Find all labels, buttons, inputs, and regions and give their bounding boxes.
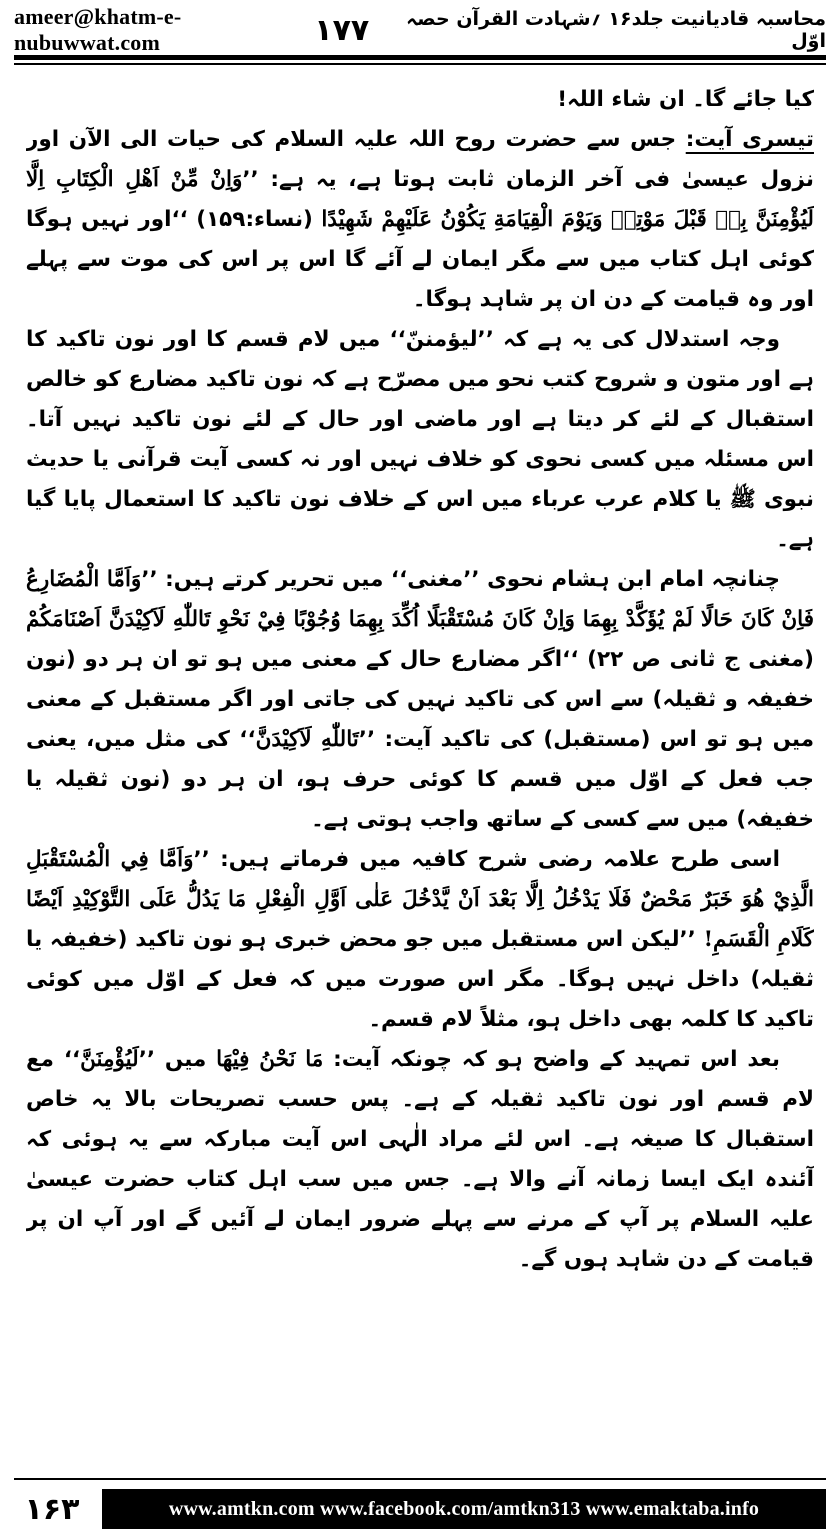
verse-fragment: تَاللّٰهِ لَاَكِيْدَنَّ xyxy=(255,727,359,752)
header-rule-thin xyxy=(14,63,826,65)
quran-verse: وَاِنْ مِّنْ اَهْلِ الْكِتَابِ اِلَّا لَيُؤْمِنَنَّ بِهٖ قَبْلَ مَوْتِهٖ وَيَوْمَ الْقِيَامَةِ يَكُوْنُ عَلَيْهِمْ شَهِيْدًا xyxy=(26,167,814,232)
paragraph-6-rest: ‘‘ مع لام قسم اور نون تاکید ثقیلہ کے ہے۔ پس حسب تصریحات بالا یہ خاص استقبال کا صیغہ ہے۔ اس لئے مراد الٰہی اس آیت مبارکہ سے یہ ہوئی کہ آئندہ ایک ایسا زمانہ آنے والا ہے۔ جس میں سب اہل کتاب حضرت عیسیٰ علیہ السلام پر آپ کے مرنے سے پہلے ضرور ایمان لے آئیں گے اور آپ ان پر قیامت کے دن شاہد ہوں گے۔ xyxy=(26,1047,814,1272)
paragraph-4 xyxy=(26,560,814,840)
paragraph-6-intro: بعد اس تمہید کے واضح ہو کہ چونکہ آیت: xyxy=(323,1047,780,1072)
paragraph-5 xyxy=(26,840,814,1040)
paragraph-1: کیا جائے گا۔ ان شاء اللہ! xyxy=(557,87,814,112)
verse-reference: (نساء:۱۵۹) xyxy=(187,207,322,232)
verse-phrase: مَا نَحْنُ فِيْهَا xyxy=(216,1047,324,1072)
kafiya-quote: وَاَمَّا فِي الْمُسْتَقْبَلِ الَّذِيْ هُوَ خَبَرٌ مَحْضٌ فَلَا يَدْخُلُ اِلَّا بَعْدَ اَنْ يَّدْخُلَ عَلٰى اَوَّلِ الْفِعْلِ مَا يَدُلُّ عَلَى التَّوْكِيْدِ اَيْضًا كَلَامِ الْقَسَمِ! xyxy=(26,847,814,952)
header-email: ameer@khatm-e-nubuwwat.com xyxy=(14,4,182,55)
header-right xyxy=(314,8,826,52)
paragraph-5-intro: اسی طرح علامہ رضی شرح کافیہ میں فرماتے ہیں: ’’ xyxy=(193,847,780,872)
verse-translation: ‘‘اور نہیں ہوگا کوئی اہل کتاب میں سے مگر ایمان لے آئے گا اس پر اس کی موت سے پہلے اور وہ قیامت کے دن ان پر شاہد ہوگا۔ xyxy=(26,207,814,312)
paragraph-2 xyxy=(26,120,814,320)
footer-links: www.amtkn.com www.facebook.com/amtkn313 www.emaktaba.info xyxy=(168,1497,760,1520)
paragraph-6-mid: میں ’’ xyxy=(138,1047,217,1072)
header-page-number: ۱۷۷ xyxy=(314,12,370,48)
paragraph-2-text: جس سے حضرت روح اللہ علیہ السلام کی حیات الی الآن اور نزول عیسیٰ فی آخر الزمان ثابت ہوتا ہے، یہ ہے: ’’ xyxy=(26,127,814,192)
page-footer xyxy=(14,1486,826,1532)
header-rule-thick xyxy=(14,55,826,60)
page-body xyxy=(26,80,814,1470)
verse-word: لَيُؤْمِنَنَّ xyxy=(80,1047,139,1072)
mughni-quote: وَاَمَّا الْمُضَارِعُ فَاِنْ كَانَ حَالًا لَمْ يُؤَكَّدْ بِهِمَا وَاِنْ كَانَ مُسْتَقْبَلًا اُكِّدَ بِهِمَا وُجُوْبًا فِيْ نَحْوِ تَاللّٰهِ لَاَكِيْدَنَّ اَصْنَامَكُمْ xyxy=(26,567,814,632)
paragraph-4-intro: چنانچہ امام ابن ہشام نحوی ’’مغنی‘‘ میں تحریر کرتے ہیں: ’’ xyxy=(141,567,780,592)
mughni-reference: (مغنی ج ثانی ص ۲۲) xyxy=(578,647,814,672)
footer-page-number: ۱۶۳ xyxy=(24,1491,80,1527)
footer-links-bar xyxy=(102,1489,826,1529)
header-title: محاسبہ قادیانیت جلد۱۶ ؍شہادت القرآن حصہ اوّل xyxy=(406,8,826,52)
footer-rule xyxy=(14,1478,826,1480)
paragraph-6 xyxy=(26,1040,814,1280)
page-header xyxy=(14,4,826,55)
section-heading: تیسری آیت: xyxy=(685,127,814,152)
kafiya-translation: ’’لیکن اس مستقبل میں جو محض خبری ہو نون تاکید (خفیفہ یا ثقیلہ) داخل نہیں ہوگا۔ مگر اس صورت میں کہ فعل کے اوّل میں کوئی تاکید کا کلمہ بھی داخل ہو، مثلاً لام قسم۔ xyxy=(26,927,814,1032)
paragraph-3: وجہ استدلال کی یہ ہے کہ ’’لیؤمننّ‘‘ میں لام قسم کا اور نون تاکید کا ہے اور متون و شروح کتب نحو میں مصرّح ہے کہ نون تاکید مضارع کو خالص استقبال کے لئے کر دیتا ہے اور ماضی اور حال کے لئے نون تاکید نہیں آتا۔ اس مسئلہ میں کسی نحوی کو خلاف نہیں اور نہ کسی آیت قرآنی یا حدیث نبوی ﷺ یا کلام عرب عرباء میں اس کے خلاف نون تاکید کا استعمال پایا گیا ہے۔ xyxy=(26,327,814,552)
mughni-translation: ‘‘اگر مضارع حال کے معنی میں ہو تو ان ہر دو (نون خفیفہ و ثقیلہ) سے اس کی تاکید نہیں کی جاتی اور اگر مستقبل کے معنی میں ہو تو اس (مستقبل) کی تاکید آیت: ’’ xyxy=(26,647,814,752)
mughni-translation-cont: ‘‘ کی مثل میں، یعنی جب فعل کے اوّل میں قسم کا کوئی حرف ہو، ان ہر دو (نون ثقیلہ یا خفیفہ) میں سے کسی کے ساتھ واجب ہوتی ہے۔ xyxy=(26,727,814,832)
